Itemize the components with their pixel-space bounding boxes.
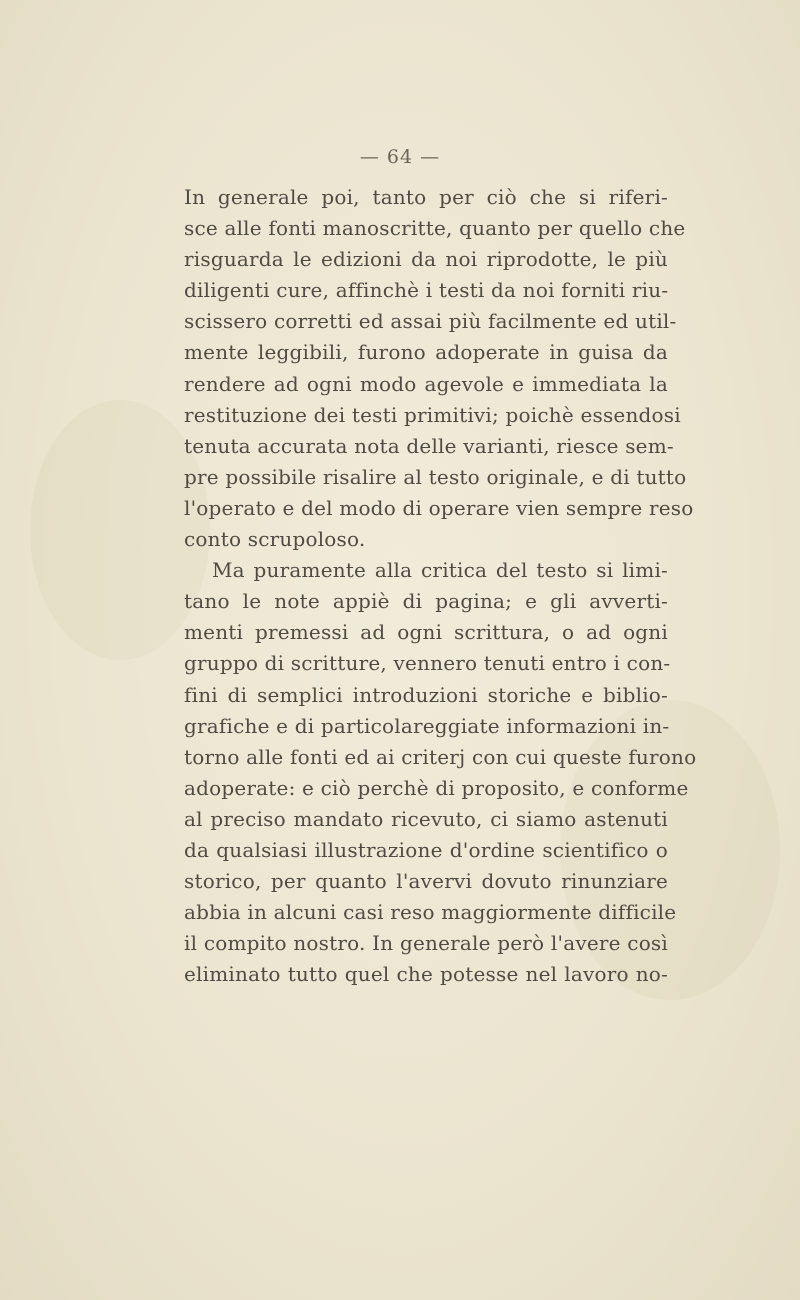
text-line: al preciso mandato ricevuto, ci siamo astenuti [184,806,668,831]
text-line: scissero corretti ed assai più facilmente ed util- [184,309,677,334]
text-line: gruppo di scritture, vennero tenuti entro i con- [184,651,671,676]
text-line: adoperate: e ciò perchè di proposito, e conforme [184,775,689,800]
text-line: In generale poi, tanto per ciò che si riferi- [184,185,668,209]
text-line: eliminato tutto quel che potesse nel lavoro no- [184,962,668,987]
text-line: menti premessi ad ogni scrittura, o ad ogni [184,620,668,645]
text-line: conto scrupoloso. [184,527,366,552]
text-line: storico, per quanto l'avervi dovuto rinunziare [184,869,668,894]
text-line: pre possibile risalire al testo originale, e di tutto [184,464,687,489]
text-line: rendere ad ogni modo agevole e immediata la [184,371,668,396]
text-line: il compito nostro. In generale però l'avere così [184,931,668,956]
paper-stain [30,400,210,660]
text-line: tano le note appiè di pagina; e gli avverti- [184,589,668,614]
text-line: l'operato e del modo di operare vien sempre reso [184,495,694,520]
text-line: sce alle fonti manoscritte, quanto per quello che [184,216,686,241]
text-line: mente leggibili, furono adoperate in guisa da [184,340,668,365]
text-line: restituzione dei testi primitivi; poichè essendosi [184,402,681,427]
text-line: risguarda le edizioni da noi riprodotte, le più [184,247,668,272]
text-line: abbia in alcuni casi reso maggiormente difficile [184,900,677,925]
body-text [184,182,697,990]
text-line: Ma puramente alla critica del testo si limi- [212,558,668,583]
text-line: tenuta accurata nota delle varianti, riesce sem- [184,433,674,458]
text-line: grafiche e di particolareggiate informazioni in- [184,713,670,738]
page-number: — 64 — [359,146,441,168]
text-line: da qualsiasi illustrazione d'ordine scientifico o [184,837,668,862]
text-line: fini di semplici introduzioni storiche e biblio- [184,682,668,707]
text-line: torno alle fonti ed ai criterj con cui queste furono [184,744,697,769]
text-line: diligenti cure, affinchè i testi da noi forniti riu- [184,278,669,303]
